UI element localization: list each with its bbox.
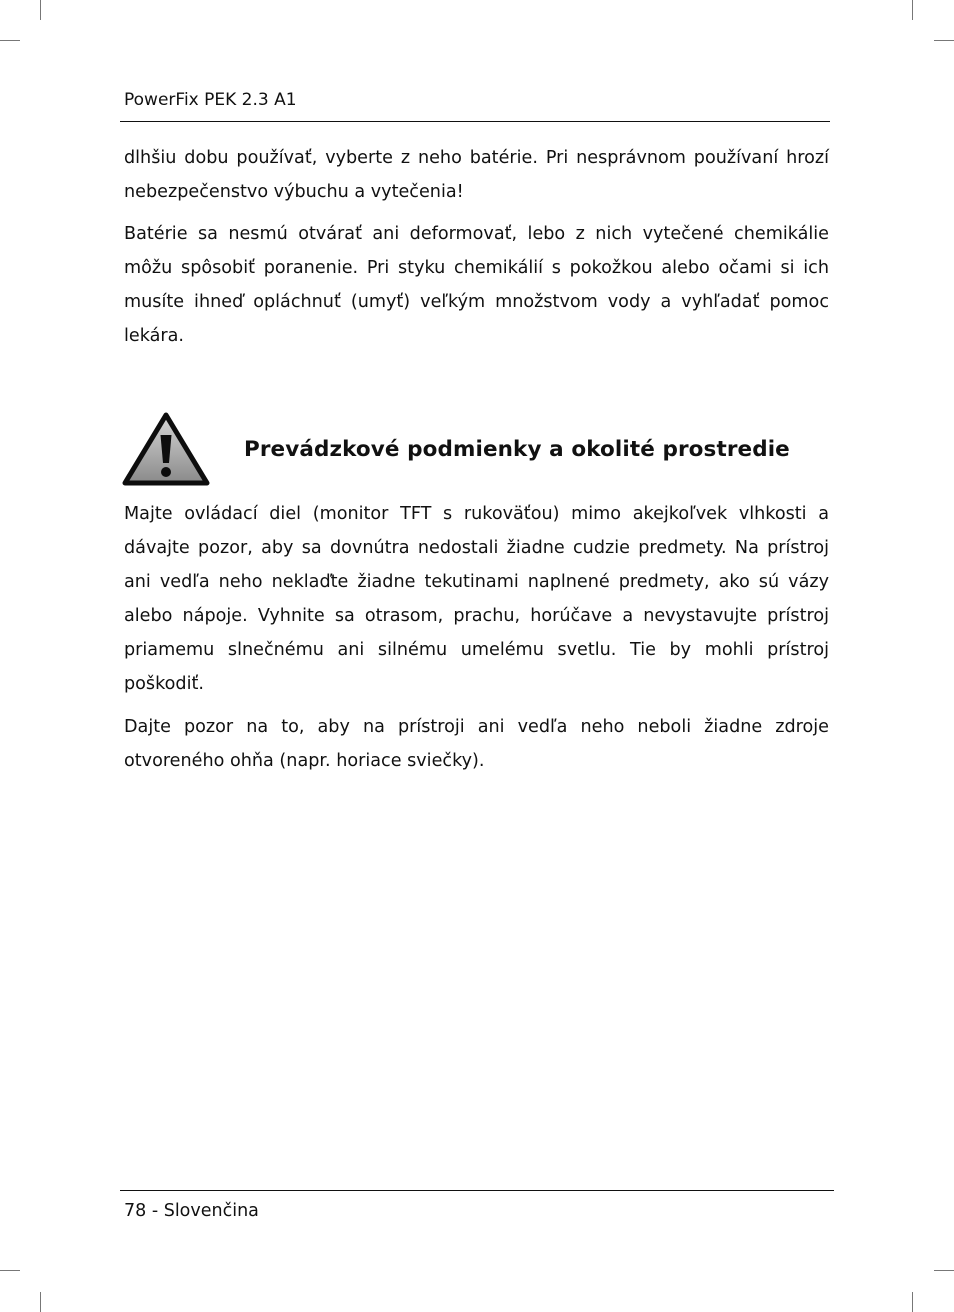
header-divider: [120, 121, 830, 122]
paragraph-open-flame: Dajte pozor na to, aby na prístroji ani vedľa neho neboli žiadne zdroje otvoreného ohňa (napr. horiace sviečky).: [124, 717, 829, 771]
crop-mark: [0, 40, 20, 41]
page-header-title: PowerFix PEK 2.3 A1: [124, 90, 297, 110]
paragraph-battery-removal: dlhšiu dobu používať, vyberte z neho batérie. Pri nesprávnom používaní hrozí nebezpečenstvo výbuchu a vytečenia!: [124, 148, 829, 202]
crop-mark: [912, 1292, 913, 1312]
paragraph-operating-conditions: Majte ovládací diel (monitor TFT s rukoväťou) mimo akejkoľvek vlhkosti a dávajte pozor, aby sa dovnútra nedostali žiadne cudzie predmety. Na prístroj ani vedľa neho neklaďte žiadne tekutinami naplnené predmety, ako sú vázy alebo nápoje. Vyhnite sa otrasom, prachu, horúčave a nevystavujte prístroj priamemu slnečnému ani silnému umelému svetlu. Tie by mohli prístroj poškodiť.: [124, 504, 829, 694]
footer-divider: [120, 1190, 834, 1191]
crop-mark: [934, 40, 954, 41]
section-heading: Prevádzkové podmienky a okolité prostredie: [244, 437, 790, 462]
warning-triangle-icon: [122, 412, 210, 486]
crop-mark: [40, 1292, 41, 1312]
crop-mark: [912, 0, 913, 20]
crop-mark: [0, 1270, 20, 1271]
crop-mark: [40, 0, 41, 20]
paragraph-battery-safety: Batérie sa nesmú otvárať ani deformovať, lebo z nich vytečené chemikálie môžu spôsobiť poranenie. Pri styku chemikálií s pokožkou alebo očami si ich musíte ihneď opláchnuť (umyť) veľkým množstvom vody a vyhľadať pomoc lekára.: [124, 224, 829, 346]
crop-mark: [934, 1270, 954, 1271]
page-footer-label: 78 - Slovenčina: [124, 1201, 259, 1221]
